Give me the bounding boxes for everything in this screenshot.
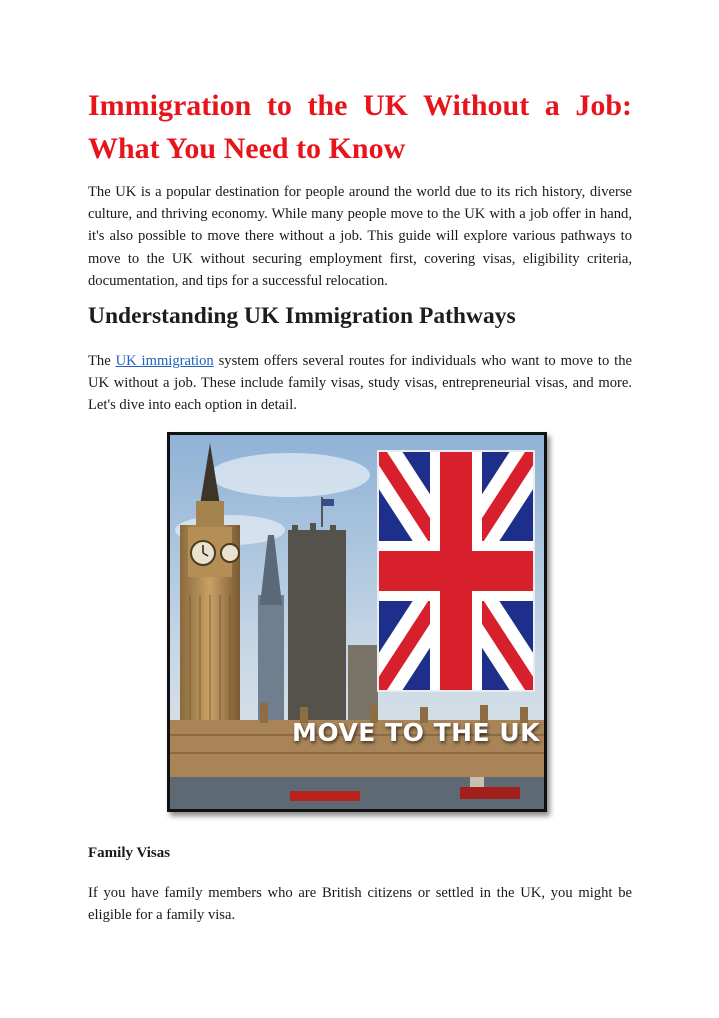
subsection-heading: Family Visas bbox=[88, 845, 171, 861]
family-visa-paragraph: If you have family members who are British citizens or settled in the UK, you might be eligible for a family visa. bbox=[88, 885, 632, 924]
title-line-1: Immigration to the UK Without a Job: bbox=[88, 89, 632, 122]
section-heading: Understanding UK Immigration Pathways bbox=[88, 303, 516, 329]
london-illustration bbox=[170, 435, 544, 809]
title-line-2: What You Need to Know bbox=[88, 132, 406, 165]
pathways-text-pre: The bbox=[88, 353, 116, 369]
uk-immigration-link[interactable]: UK immigration bbox=[115, 353, 214, 369]
page-title bbox=[88, 84, 632, 170]
union-jack-flag bbox=[378, 451, 534, 691]
image-banner-text: MOVE TO THE UK bbox=[291, 718, 541, 747]
pathways-text-post: system offers several routes for individuals who want to move to the UK without a job. These include family visas, study visas, entrepreneurial visas, and more. Let's dive into each option in detail. bbox=[88, 353, 632, 414]
pathways-paragraph bbox=[88, 350, 632, 417]
intro-paragraph: The UK is a popular destination for people around the world due to its rich history, diverse culture, and thriving economy. While many people move to the UK with a job offer in hand, it's also possible to move there without a job. This guide will explore various pathways to move to the UK without securing employment first, covering visas, eligibility criteria, documentation, and tips for a successful relocation. bbox=[88, 184, 632, 289]
move-to-uk-image bbox=[167, 432, 547, 812]
